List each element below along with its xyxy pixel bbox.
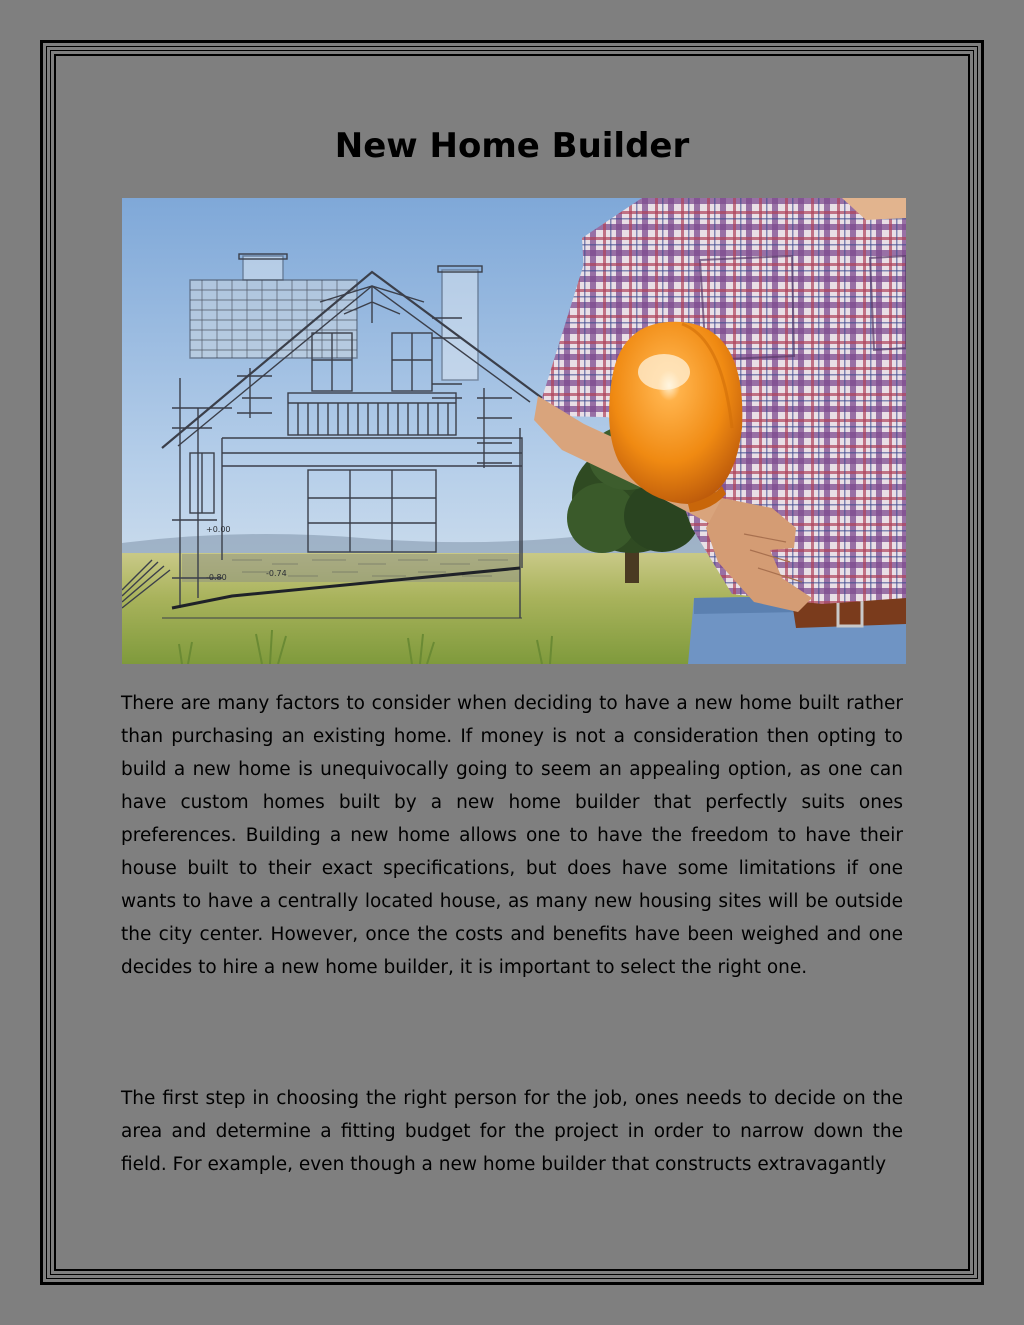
hero-image xyxy=(122,198,906,664)
body-paragraph-1: There are many factors to consider when deciding to have a new home built rather than purchasing an existing home. If money is not a consideration then opting to build a new home is unequivocally going to seem an appealing option, as one can have custom homes built by a new home builder that perfectly suits ones preferences. Building a new home allows one to have the freedom to have their house built to their exact specifications, but does have some limitations if one wants to have a centrally located house, as many new housing sites will be outside the city center. However, once the costs and benefits have been weighed and one decides to hire a new home builder, it is important to select the right one. xyxy=(121,693,903,978)
page-title: New Home Builder xyxy=(334,126,690,166)
blueprint-label-3: -0.74 xyxy=(266,569,287,578)
blueprint-label-2: -0.80 xyxy=(206,573,227,582)
hero-illustration xyxy=(122,198,906,664)
body-paragraph-2: The first step in choosing the right person for the job, ones needs to decide on the area and determine a fitting budget for the project in order to narrow down the field. For example, even though a new home builder that constructs extravagantly xyxy=(121,1088,903,1175)
blueprint-label-1: +0.00 xyxy=(206,525,231,534)
